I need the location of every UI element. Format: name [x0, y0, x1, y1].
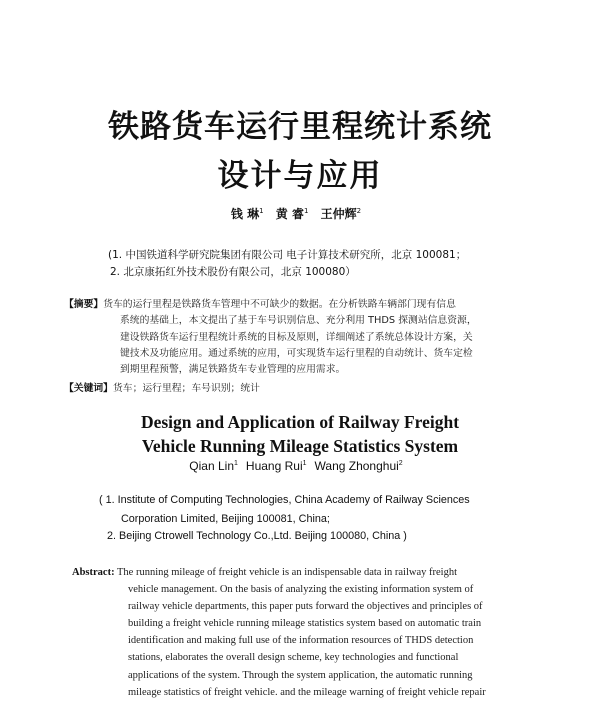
- en-author-sup: 1: [234, 460, 238, 467]
- en-abstract-line: The running mileage of freight vehicle is an indispensable data in railway freight: [117, 567, 457, 578]
- cn-title-line2: 设计与应用: [217, 158, 383, 194]
- cn-author-name: 钱 琳: [230, 207, 260, 221]
- cn-keywords-label: 【关键词】: [64, 383, 113, 394]
- en-abstract-line: vehicle management. On the basis of analyzing the existing information system of: [128, 584, 474, 596]
- cn-abstract-line: 系统的基础上，本文提出了基于车号识别信息、充分利用 THDS 探测站信息资源，: [120, 315, 477, 327]
- cn-authors: [0, 205, 600, 222]
- en-affiliation-1-cont: Corporation Limited, Beijing 100081, China;: [121, 513, 330, 525]
- en-abstract-line: identification and making full use of the information resources of THDS detection: [128, 635, 474, 647]
- cn-author-sup: 1: [259, 207, 264, 215]
- en-author-name: Wang Zhonghui: [314, 459, 399, 473]
- cn-author-name: 王仲辉: [320, 207, 357, 221]
- cn-abstract-label: 【摘要】: [64, 299, 104, 310]
- en-abstract-line: applications of the system. Through the system application, the automatic running: [128, 669, 473, 681]
- en-abstract-line: mileage statistics of freight vehicle. and the mileage warning of freight vehicle repair: [128, 686, 486, 698]
- en-abstract-label: Abstract:: [72, 567, 115, 578]
- en-abstract-line: building a freight vehicle running mileage statistics system based on automatic train: [128, 618, 482, 630]
- en-title-line2: Vehicle Running Mileage Statistics System: [141, 436, 459, 456]
- en-author-sup: 1: [302, 460, 307, 467]
- cn-abstract-line: 键技术及功能应用。通过系统的应用，可实现货车运行里程的自动统计、货车定检: [120, 347, 473, 359]
- cn-keywords: [64, 380, 260, 394]
- en-abstract-line: railway vehicle departments, this paper puts forward the objectives and principles of: [128, 601, 483, 613]
- cn-abstract-line: 建设铁路货车运行里程统计系统的目标及原则，详细阐述了系统总体设计方案，关: [120, 331, 473, 343]
- cn-keywords-text: 货车；运行里程；车号识别；统计: [112, 383, 260, 394]
- en-author-name: Qian Lin: [189, 459, 234, 473]
- cn-affiliation-2: 2. 北京康拓红外技术股份有限公司，北京 100080）: [110, 266, 356, 278]
- cn-title-line1: 铁路货车运行里程统计系统: [108, 109, 492, 145]
- cn-abstract: [64, 297, 554, 378]
- cn-author-sup: 1: [303, 207, 309, 215]
- en-abstract: [72, 564, 532, 701]
- cn-affiliation-1: (1. 中国铁道科学研究院集团有限公司 电子计算技术研究所，北京 100081；: [108, 249, 467, 261]
- cn-abstract-line: 货车的运行里程是铁路货车管理中不可缺少的数据。在分析铁路车辆部门现有信息: [103, 299, 456, 310]
- en-title-line1: Design and Application of Railway Freight: [140, 412, 460, 432]
- en-affiliation-1: ( 1. Institute of Computing Technologies, China Academy of Railway Sciences: [99, 494, 470, 506]
- en-authors: [0, 459, 600, 473]
- cn-author-name: 黄 睿: [275, 207, 304, 221]
- en-abstract-line: stations, elaborates the overall design scheme, key technologies and functional: [128, 652, 459, 664]
- cn-author-sup: 2: [356, 207, 362, 215]
- en-author-name: Huang Rui: [245, 459, 303, 473]
- en-author-sup: 2: [398, 460, 403, 467]
- cn-abstract-line: 到期里程预警，满足铁路货车专业管理的应用需求。: [120, 364, 346, 376]
- en-affiliation-2: 2. Beijing Ctrowell Technology Co.,Ltd. Beijing 100080, China ): [107, 530, 407, 542]
